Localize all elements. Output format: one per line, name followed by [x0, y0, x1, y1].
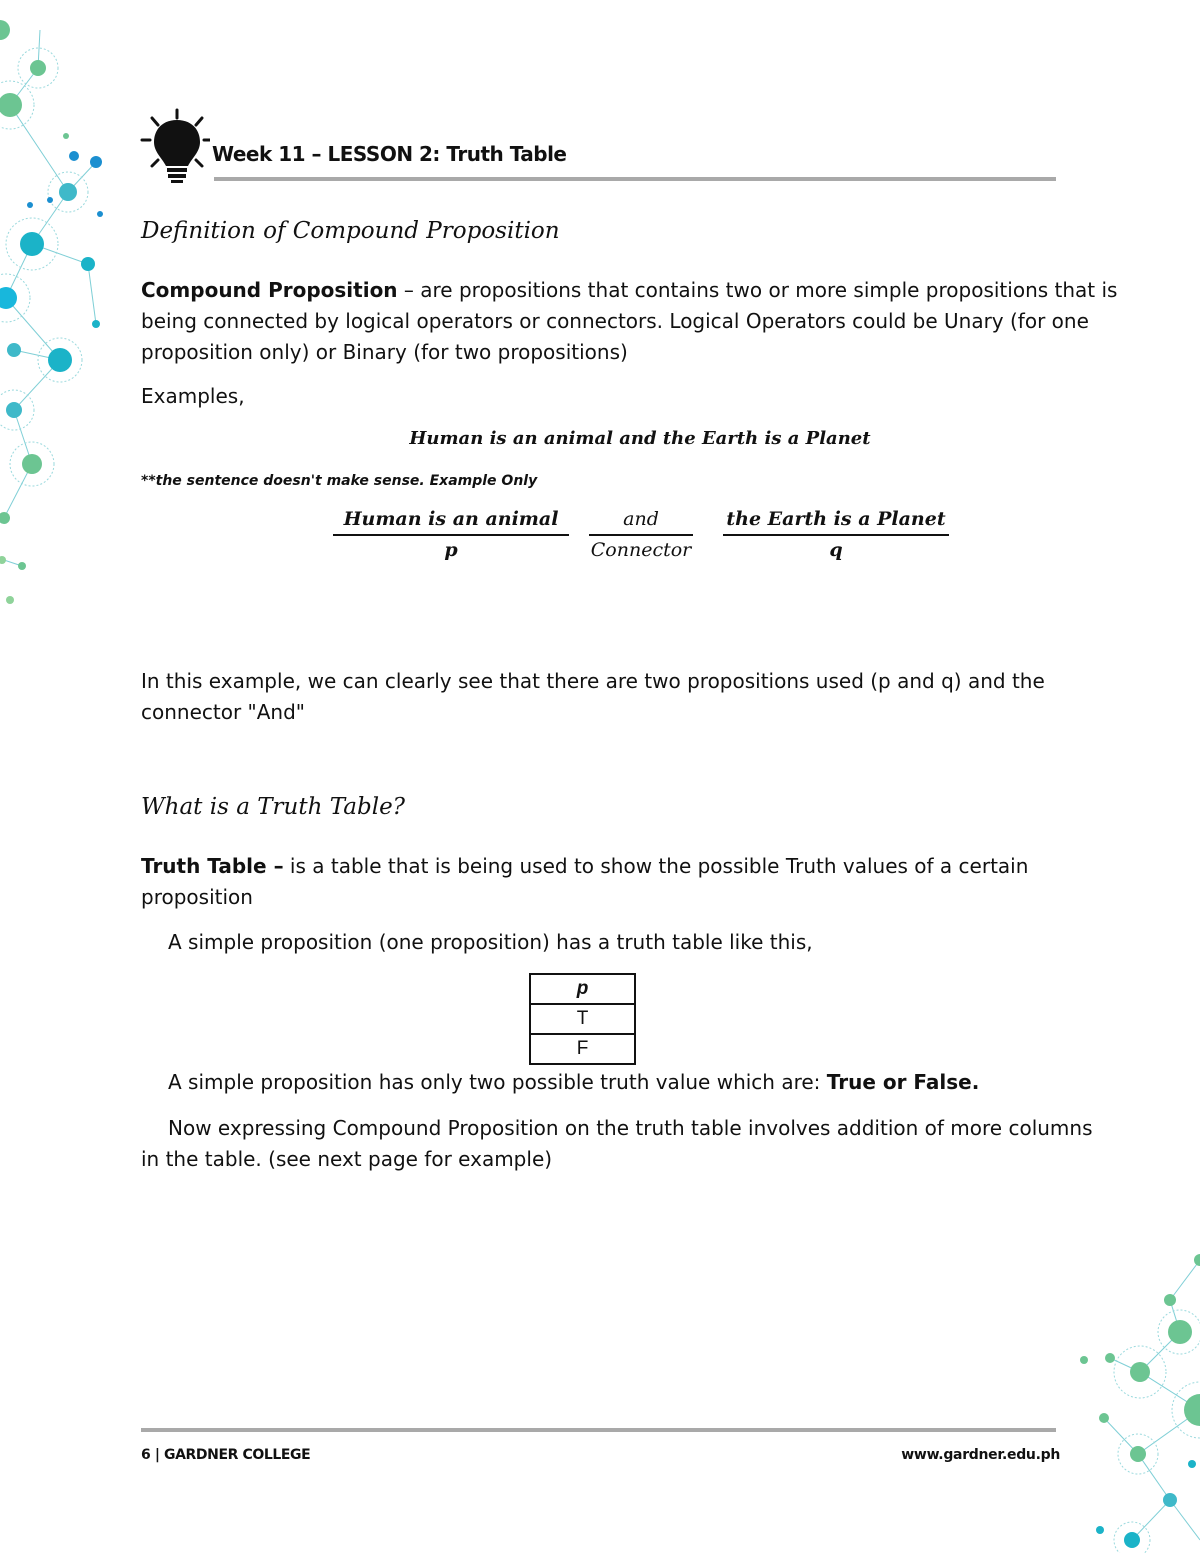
truth-table-definition-text: is a table that is being used to show the possible Truth values of a certain proposition: [141, 854, 1029, 909]
lightbulb-icon: [140, 108, 210, 186]
breakdown-q-symbol: q: [829, 539, 843, 561]
section-heading-compound: Definition of Compound Proposition: [141, 218, 560, 244]
breakdown-connector-word: and: [589, 508, 693, 536]
breakdown-p-phrase: Human is an animal: [333, 508, 569, 536]
header-divider: [214, 177, 1056, 181]
lesson-title: Week 11 – LESSON 2: Truth Table: [212, 142, 567, 166]
breakdown-q-phrase: the Earth is a Planet: [723, 508, 949, 536]
compound-on-table-text: Now expressing Compound Proposition on the truth table involves addition of more columns in the table. (see next page for example): [141, 1116, 1093, 1171]
footer-website: www.gardner.edu.ph: [901, 1447, 1060, 1463]
truth-table-cell-true: T: [530, 1004, 635, 1034]
example-note: **the sentence doesn't make sense. Example Only: [141, 473, 538, 489]
breakdown-p: [333, 508, 569, 561]
section-heading-truth-table: What is a Truth Table?: [141, 794, 406, 820]
truth-table-definition: [141, 851, 1141, 913]
footer-page-college: 6 | GARDNER COLLEGE: [141, 1447, 311, 1463]
simple-truth-table: [529, 973, 636, 1065]
compound-definition-text: – are propositions that contains two or more simple propositions that is being connected by logical operators or connectors. Logical Operators could be Unary (for one proposition only) or Binary (for two propositions): [141, 278, 1118, 364]
example-sentence: Human is an animal and the Earth is a Planet: [409, 428, 871, 449]
truth-table-header-p: p: [530, 974, 635, 1004]
truth-value-statement: [168, 1067, 1128, 1098]
breakdown-connector: [589, 508, 693, 561]
breakdown-connector-label: Connector: [590, 539, 692, 561]
breakdown-q: [723, 508, 949, 561]
truth-value-text: A simple proposition has only two possible truth value which are:: [168, 1070, 827, 1094]
example-explanation: In this example, we can clearly see that there are two propositions used (p and q) and the connector "And": [141, 669, 1045, 724]
simple-proposition-intro: A simple proposition (one proposition) has a truth table like this,: [168, 930, 813, 954]
compound-term: Compound Proposition: [141, 278, 398, 302]
truth-value-bold: True or False.: [826, 1070, 980, 1094]
examples-label: Examples,: [141, 384, 245, 408]
network-decoration-left: [0, 0, 120, 640]
footer-divider: [141, 1428, 1056, 1432]
truth-table-cell-false: F: [530, 1034, 635, 1064]
compound-definition: [141, 275, 1141, 368]
truth-table-term: Truth Table –: [141, 854, 284, 878]
breakdown-p-symbol: p: [444, 539, 458, 561]
network-decoration-right: [1070, 1240, 1200, 1553]
